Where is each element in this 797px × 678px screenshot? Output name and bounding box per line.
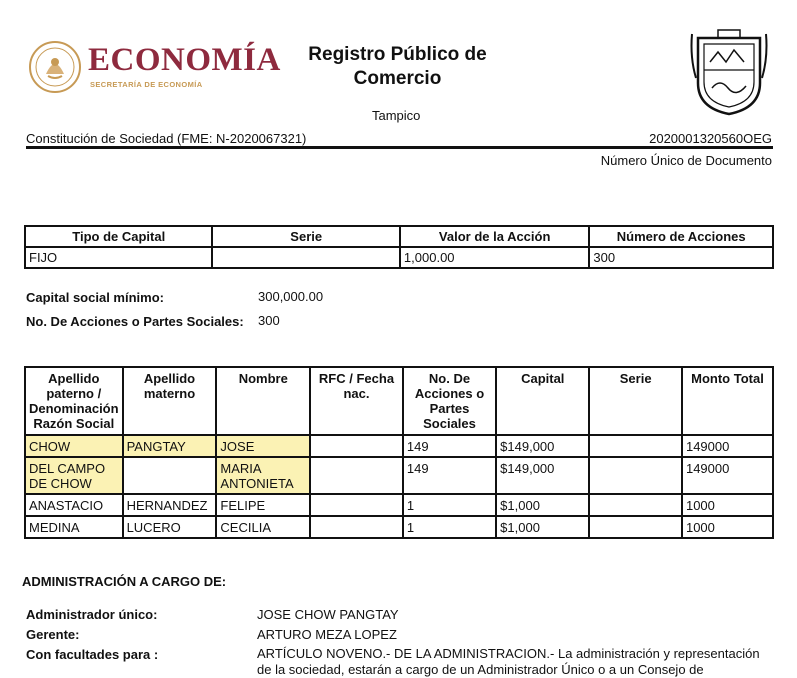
- column-header: Número de Acciones: [589, 226, 773, 247]
- table-cell: PANGTAY: [123, 435, 217, 457]
- economia-logo: [28, 38, 281, 98]
- table-cell: CHOW: [25, 435, 123, 457]
- table-cell: ANASTACIO: [25, 494, 123, 516]
- table-cell: [589, 516, 682, 538]
- table-cell: [589, 435, 682, 457]
- admin-value: JOSE CHOW PANGTAY: [257, 607, 399, 622]
- table-cell: [589, 457, 682, 494]
- table-cell: 1,000.00: [400, 247, 590, 268]
- table-cell: 1000: [682, 516, 773, 538]
- acciones-value: 300: [258, 313, 280, 328]
- table-cell: HERNANDEZ: [123, 494, 217, 516]
- acciones-label: No. De Acciones o Partes Sociales:: [26, 314, 244, 329]
- document-number: 2020001320560OEG: [649, 131, 772, 146]
- table-cell: 1: [403, 494, 496, 516]
- capital-table-header: [25, 226, 773, 247]
- column-header: No. De Acciones o Partes Sociales: [403, 367, 496, 435]
- capital-min-label: Capital social mínimo:: [26, 290, 164, 305]
- column-header: Serie: [212, 226, 399, 247]
- column-header: Monto Total: [682, 367, 773, 435]
- table-cell: MARIA ANTONIETA: [216, 457, 310, 494]
- gerente-label: Gerente:: [26, 627, 80, 642]
- facultades-value: ARTÍCULO NOVENO.- DE LA ADMINISTRACION.- La administración y representación de la sociedad, estarán a cargo de un Administrador Único o a un Consejo de: [257, 646, 760, 677]
- table-cell: DEL CAMPO DE CHOW: [25, 457, 123, 494]
- city: Tampico: [372, 108, 421, 123]
- constitucion-label: Constitución de Sociedad (FME: N-2020067321): [26, 131, 307, 146]
- document-number-label: Número Único de Documento: [600, 153, 772, 168]
- table-cell: $149,000: [496, 457, 589, 494]
- mexico-seal-icon: [28, 40, 82, 94]
- facultades-label: Con facultades para :: [26, 647, 159, 662]
- column-header: Capital: [496, 367, 589, 435]
- table-row: [25, 247, 773, 268]
- table-cell: [310, 494, 403, 516]
- table-cell: [589, 494, 682, 516]
- table-cell: [310, 457, 403, 494]
- table-cell: [310, 516, 403, 538]
- table-cell: [212, 247, 399, 268]
- table-cell: LUCERO: [123, 516, 217, 538]
- header-rule: [26, 146, 773, 149]
- table-row: [25, 516, 773, 538]
- table-cell: 149000: [682, 435, 773, 457]
- column-header: Apellido materno: [123, 367, 217, 435]
- gerente-value: ARTURO MEZA LOPEZ: [257, 627, 397, 642]
- table-cell: CECILIA: [216, 516, 310, 538]
- title-line-1: Registro Público de: [308, 44, 487, 65]
- table-cell: 1: [403, 516, 496, 538]
- table-cell: FELIPE: [216, 494, 310, 516]
- table-cell: 149000: [682, 457, 773, 494]
- table-cell: $149,000: [496, 435, 589, 457]
- column-header: RFC / Fecha nac.: [310, 367, 403, 435]
- socios-table: [24, 366, 774, 539]
- table-cell: [123, 457, 217, 494]
- table-cell: FIJO: [25, 247, 212, 268]
- table-cell: [310, 435, 403, 457]
- table-cell: $1,000: [496, 516, 589, 538]
- table-row: [25, 457, 773, 494]
- column-header: Tipo de Capital: [25, 226, 212, 247]
- administration-heading: ADMINISTRACIÓN A CARGO DE:: [22, 574, 227, 589]
- admin-label: Administrador único:: [26, 607, 158, 622]
- table-row: [25, 494, 773, 516]
- table-cell: JOSE: [216, 435, 310, 457]
- table-cell: 1000: [682, 494, 773, 516]
- column-header: Apellido paterno / Denominación Razón Social: [25, 367, 123, 435]
- capital-table: [24, 225, 774, 269]
- logo-subtitle: SECRETARÍA DE ECONOMÍA: [90, 80, 203, 89]
- socios-table-header: [25, 367, 773, 435]
- capital-min-value: 300,000.00: [258, 289, 324, 304]
- document-title: [290, 43, 505, 91]
- table-cell: 149: [403, 457, 496, 494]
- table-cell: MEDINA: [25, 516, 123, 538]
- column-header: Serie: [589, 367, 682, 435]
- table-row: [25, 435, 773, 457]
- logo-word: ECONOMÍA: [88, 42, 281, 78]
- table-cell: 149: [403, 435, 496, 457]
- table-cell: 300: [589, 247, 773, 268]
- table-cell: $1,000: [496, 494, 589, 516]
- column-header: Valor de la Acción: [400, 226, 590, 247]
- column-header: Nombre: [216, 367, 310, 435]
- tamaulipas-crest-icon: [688, 28, 770, 116]
- title-line-2: Comercio: [353, 68, 442, 89]
